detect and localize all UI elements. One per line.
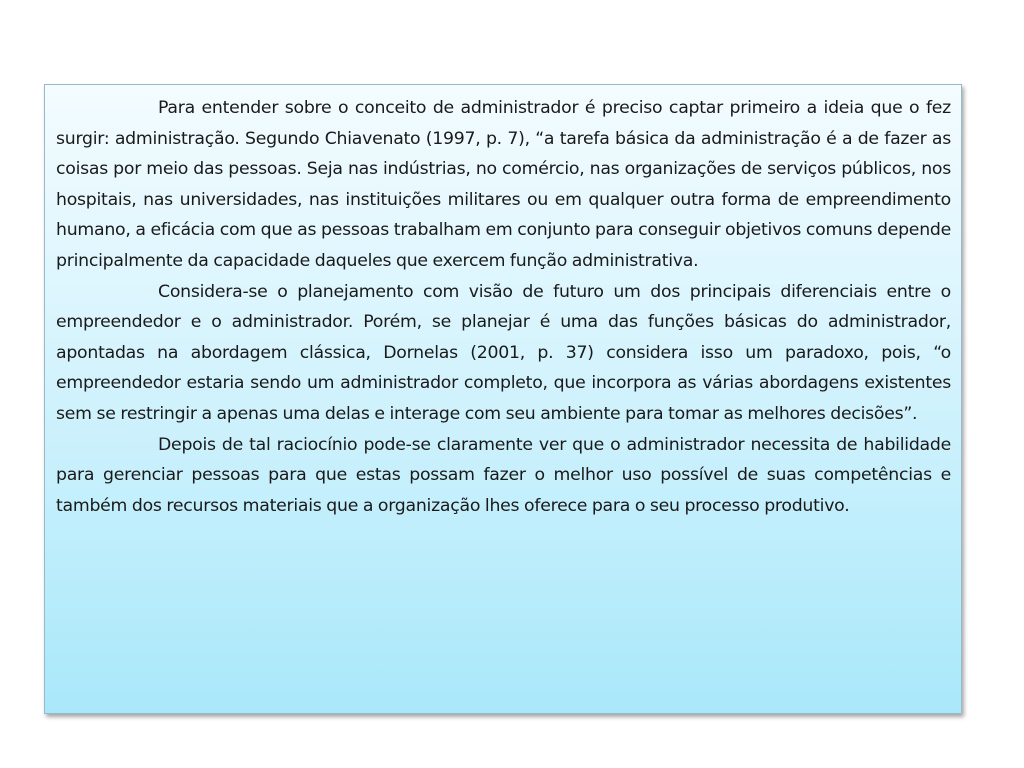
paragraph-2: Considera-se o planejamento com visão de futuro um dos principais diferenciais entre o empreendedor e o administrador. Porém, se planejar é uma das funções básicas do administrador, apontadas na abordagem clássica, Dornelas (2001, p. 37) considera isso um paradoxo, pois, “o empreendedor estaria sendo um administrador completo, que incorpora as várias abordagens existentes sem se restringir a apenas uma delas e interage com seu ambiente para tomar as melhores decisões”.: [56, 281, 951, 424]
text-box: [44, 84, 962, 714]
paragraph-3: Depois de tal raciocínio pode-se claramente ver que o administrador necessita de habilidade para gerenciar pessoas para que estas possam fazer o melhor uso possível de suas competências e também dos recursos materiais que a organização lhes oferece para o seu processo produtivo.: [56, 434, 951, 516]
paragraph-1: Para entender sobre o conceito de administrador é preciso captar primeiro a ideia que o fez surgir: administração. Segundo Chiavenato (1997, p. 7), “a tarefa básica da administração é a de fazer as coisas por meio das pessoas. Seja nas indústrias, no comércio, nas organizações de serviços públicos, nos hospitais, nas universidades, nas instituições militares ou em qualquer outra forma de empreendimento humano, a eficácia com que as pessoas trabalham em conjunto para conseguir objetivos comuns depende principalmente da capacidade daqueles que exercem função administrativa.: [56, 98, 951, 271]
